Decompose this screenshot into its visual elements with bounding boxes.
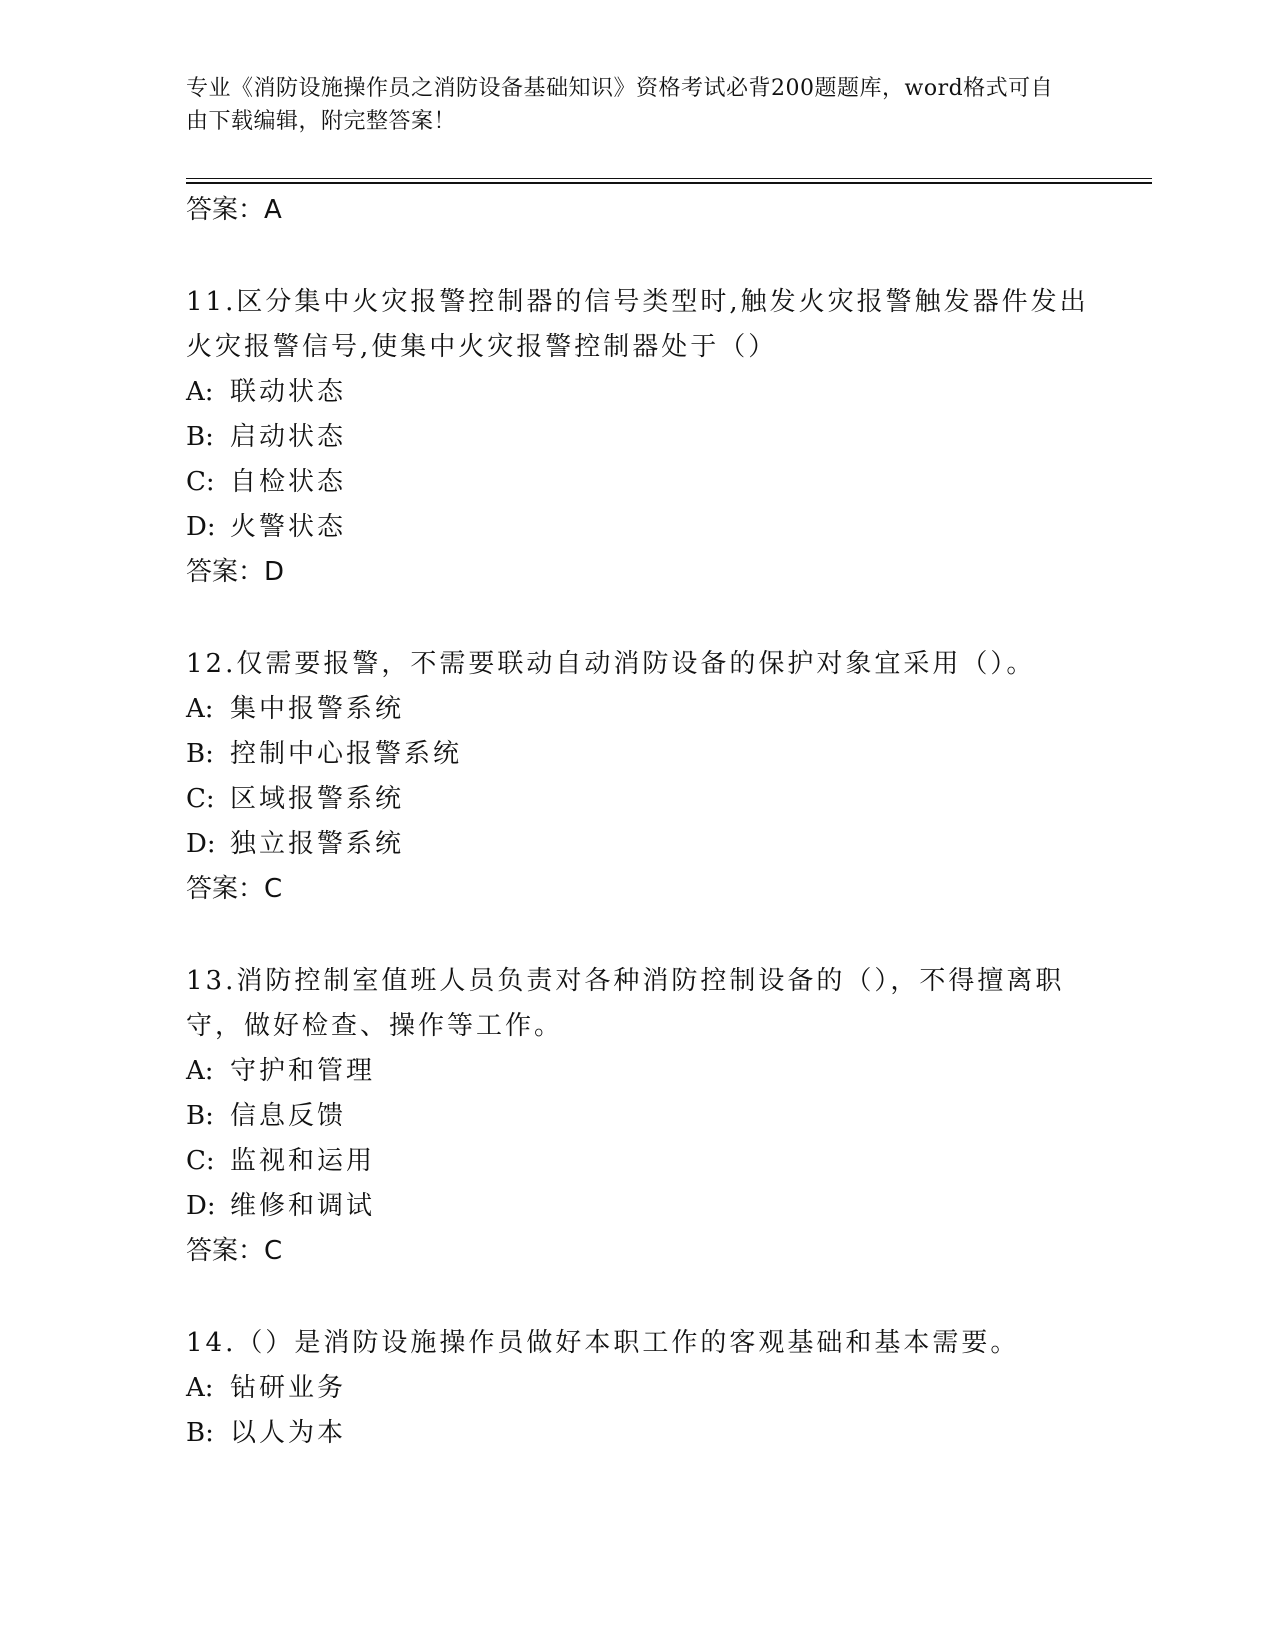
option-letter: D: (186, 512, 216, 542)
answer-line: 答案：C (186, 1236, 283, 1266)
question-list (186, 188, 1106, 1456)
option-letter: B: (186, 422, 214, 452)
option-b (186, 1411, 1106, 1456)
option-letter: D: (186, 829, 216, 859)
option-letter: B: (186, 1418, 214, 1448)
option-c (186, 777, 1106, 822)
option-a (186, 1049, 1106, 1094)
option-b (186, 415, 1106, 460)
option-text: 维修和调试 (230, 1191, 376, 1221)
question-text: 13.消防控制室值班人员负责对各种消防控制设备的（），不得擅离职守，做好检查、操作等工作。 (186, 966, 1065, 1041)
option-letter: C: (186, 467, 215, 497)
option-letter: A: (186, 377, 214, 407)
option-letter: C: (186, 1146, 215, 1176)
option-letter: A: (186, 1056, 214, 1086)
option-b (186, 732, 1106, 777)
option-letter: C: (186, 784, 215, 814)
option-b (186, 1094, 1106, 1139)
answer-line: 答案：C (186, 874, 283, 904)
option-text: 自检状态 (230, 467, 347, 497)
answer-line: 答案：A (186, 195, 282, 225)
question-block (186, 959, 1106, 1273)
question-text: 11.区分集中火灾报警控制器的信号类型时,触发火灾报警触发器件发出火灾报警信号,使集中火灾报警控制器处于（） (186, 287, 1089, 362)
header-divider-thin (186, 178, 1152, 179)
question-block (186, 642, 1106, 911)
header-divider-thick (186, 182, 1152, 184)
option-text: 守护和管理 (230, 1056, 376, 1086)
option-a (186, 370, 1106, 415)
option-text: 火警状态 (230, 512, 347, 542)
option-text: 以人为本 (230, 1418, 347, 1448)
option-letter: B: (186, 739, 214, 769)
option-c (186, 460, 1106, 505)
spacer (186, 911, 1106, 959)
option-letter: A: (186, 694, 214, 724)
option-letter: A: (186, 1373, 214, 1403)
option-d (186, 822, 1106, 867)
spacer (186, 594, 1106, 642)
option-letter: B: (186, 1101, 214, 1131)
option-text: 监视和运用 (230, 1146, 376, 1176)
option-a (186, 687, 1106, 732)
option-text: 控制中心报警系统 (230, 739, 463, 769)
question-block (186, 280, 1106, 594)
question-text: 12.仅需要报警，不需要联动自动消防设备的保护对象宜采用（）。 (186, 649, 1036, 679)
option-text: 区域报警系统 (230, 784, 405, 814)
option-a (186, 1366, 1106, 1411)
option-text: 启动状态 (230, 422, 347, 452)
option-text: 钻研业务 (230, 1373, 347, 1403)
option-text: 信息反馈 (230, 1101, 347, 1131)
answer-line: 答案：D (186, 557, 285, 587)
document-header: 专业《消防设施操作员之消防设备基础知识》资格考试必背200题题库，word格式可自由下载编辑，附完整答案！ (186, 76, 1054, 134)
question-block (186, 1321, 1106, 1456)
question-text: 14.（）是消防设施操作员做好本职工作的客观基础和基本需要。 (186, 1328, 1020, 1358)
option-d (186, 505, 1106, 550)
option-c (186, 1139, 1106, 1184)
spacer (186, 1273, 1106, 1321)
option-text: 集中报警系统 (230, 694, 405, 724)
option-d (186, 1184, 1106, 1229)
option-letter: D: (186, 1191, 216, 1221)
spacer (186, 232, 1106, 280)
option-text: 联动状态 (230, 377, 347, 407)
option-text: 独立报警系统 (230, 829, 405, 859)
